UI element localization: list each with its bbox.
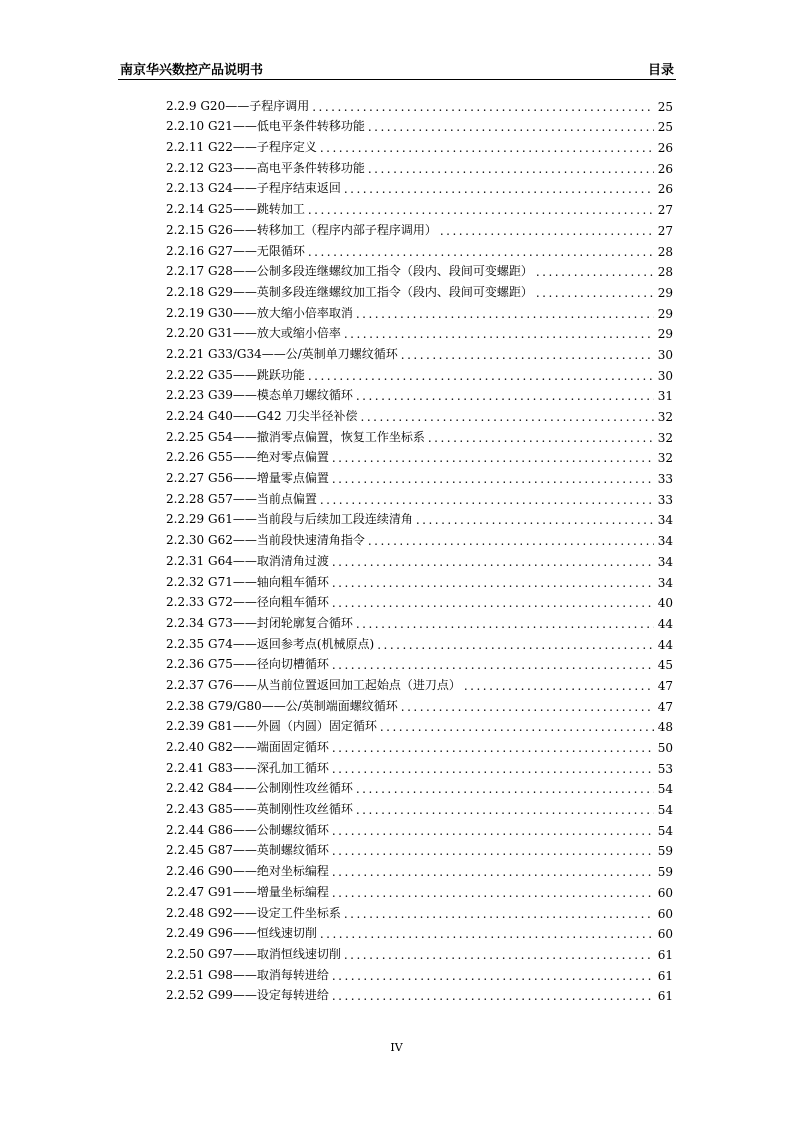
- toc-dot-leader: [356, 803, 654, 817]
- toc-entry[interactable]: [166, 527, 673, 548]
- toc-dot-leader: [428, 431, 654, 445]
- toc-dot-leader: [332, 576, 654, 590]
- toc-entry-page: 45: [657, 658, 673, 673]
- toc-entry-page: 61: [657, 989, 673, 1004]
- toc-entry[interactable]: [166, 921, 673, 942]
- toc-entry-page: 26: [657, 182, 673, 197]
- toc-entry-label: 2.2.41 G83——深孔加工循环: [166, 760, 329, 775]
- toc-dot-leader: [344, 907, 654, 921]
- toc-entry-label: 2.2.34 G73——封闭轮廓复合循环: [166, 615, 353, 630]
- toc-entry-label: 2.2.18 G29——英制多段连继螺纹加工指令（段内、段间可变螺距）: [166, 284, 533, 299]
- toc-dot-leader: [332, 596, 654, 610]
- toc-entry-page: 32: [657, 410, 673, 424]
- toc-entry-page: 53: [657, 761, 673, 776]
- toc-entry[interactable]: [166, 858, 673, 879]
- toc-entry-label: 2.2.19 G30——放大缩小倍率取消: [166, 305, 353, 320]
- toc-entry-page: 60: [657, 927, 673, 942]
- toc-entry[interactable]: [166, 424, 673, 445]
- toc-entry-page: 32: [657, 451, 673, 466]
- toc-entry[interactable]: [166, 507, 673, 528]
- toc-entry-page: 32: [657, 430, 673, 445]
- toc-entry[interactable]: [166, 734, 673, 755]
- toc-entry-label: 2.2.42 G84——公制刚性攻丝循环: [166, 781, 353, 796]
- toc-entry-label: 2.2.28 G57——当前点偏置: [166, 491, 317, 506]
- toc-entry-page: 61: [657, 968, 673, 983]
- toc-entry[interactable]: [166, 279, 673, 300]
- toc-dot-leader: [380, 720, 654, 734]
- toc-entry[interactable]: [166, 196, 673, 217]
- toc-entry-page: 59: [657, 844, 673, 859]
- toc-dot-leader: [368, 162, 654, 176]
- toc-dot-leader: [332, 762, 654, 776]
- toc-entry[interactable]: [166, 465, 673, 486]
- toc-entry[interactable]: [166, 693, 673, 714]
- toc-entry-page: 44: [657, 637, 673, 652]
- toc-entry-label: 2.2.30 G62——当前段快速清角指令: [166, 533, 365, 548]
- toc-entry[interactable]: [166, 155, 673, 176]
- toc-entry-label: 2.2.11 G22——子程序定义: [166, 140, 317, 155]
- toc-dot-leader: [332, 886, 654, 900]
- toc-entry-page: 47: [657, 699, 673, 714]
- toc-entry-page: 29: [657, 285, 673, 300]
- toc-dot-leader: [332, 969, 654, 983]
- toc-entry-label: 2.2.14 G25——跳转加工: [166, 202, 305, 217]
- toc-dot-leader: [416, 513, 654, 527]
- toc-dot-leader: [344, 948, 654, 962]
- toc-entry[interactable]: [166, 321, 673, 342]
- toc-entry-label: 2.2.16 G27——无限循环: [166, 243, 305, 258]
- toc-dot-leader: [401, 348, 654, 362]
- toc-entry-label: 2.2.38 G79/G80——公/英制端面螺纹循环: [166, 698, 398, 713]
- page-header: [118, 58, 676, 80]
- toc-entry-page: 33: [657, 472, 673, 487]
- toc-entry-page: 44: [657, 616, 673, 631]
- toc-dot-leader: [377, 638, 654, 652]
- toc-entry-label: 2.2.25 G54——撤消零点偏置，恢复工作坐标系: [166, 429, 425, 444]
- page-number: IV: [390, 1041, 403, 1054]
- toc-entry[interactable]: [166, 403, 673, 424]
- toc-entry-page: 60: [657, 906, 673, 921]
- toc-dot-leader: [536, 265, 654, 279]
- toc-entry-page: 34: [657, 534, 673, 549]
- toc-entry-label: 2.2.52 G99——设定每转进给: [166, 988, 329, 1003]
- toc-entry-page: 33: [657, 492, 673, 507]
- toc-dot-leader: [320, 493, 654, 507]
- toc-entry-page: 34: [657, 554, 673, 569]
- toc-dot-leader: [312, 100, 654, 114]
- document-title: 南京华兴数控产品说明书: [120, 63, 264, 78]
- toc-entry[interactable]: [166, 341, 673, 362]
- toc-dot-leader: [368, 120, 654, 134]
- toc-entry[interactable]: [166, 838, 673, 859]
- toc-entry-label: 2.2.33 G72——径向粗车循环: [166, 595, 329, 610]
- toc-entry-label: 2.2.43 G85——英制刚性攻丝循环: [166, 802, 353, 817]
- toc-entry-label: 2.2.39 G81——外圆（内圆）固定循环: [166, 719, 377, 734]
- toc-dot-leader: [308, 369, 654, 383]
- toc-entry[interactable]: [166, 548, 673, 569]
- toc-entry[interactable]: [166, 879, 673, 900]
- toc-entry-page: 47: [657, 678, 673, 693]
- toc-dot-leader: [356, 307, 654, 321]
- toc-entry[interactable]: [166, 134, 673, 155]
- toc-entry-label: 2.2.46 G90——绝对坐标编程: [166, 864, 329, 879]
- toc-dot-leader: [332, 989, 654, 1003]
- header-divider: [118, 79, 676, 80]
- toc-dot-leader: [368, 534, 654, 548]
- toc-entry-label: 2.2.13 G24——子程序结束返回: [166, 181, 341, 196]
- toc-dot-leader: [308, 203, 654, 217]
- toc-entry[interactable]: [166, 962, 673, 983]
- toc-entry-page: 30: [657, 368, 673, 383]
- toc-entry[interactable]: [166, 796, 673, 817]
- toc-entry-label: 2.2.10 G21——低电平条件转移功能: [166, 119, 365, 134]
- toc-entry-page: 29: [657, 306, 673, 321]
- toc-entry-page: 25: [657, 99, 673, 114]
- toc-entry-page: 29: [657, 327, 673, 342]
- toc-dot-leader: [320, 141, 654, 155]
- toc-dot-leader: [356, 617, 654, 631]
- toc-entry-page: 27: [657, 223, 673, 238]
- section-title: 目录: [647, 63, 674, 78]
- toc-entry[interactable]: [166, 900, 673, 921]
- toc-entry-page: 54: [657, 823, 673, 838]
- toc-entry-page: 27: [657, 203, 673, 218]
- toc-entry-page: 30: [657, 347, 673, 362]
- toc-entry-label: 2.2.48 G92——设定工件坐标系: [166, 905, 341, 920]
- toc-dot-leader: [332, 844, 654, 858]
- toc-entry[interactable]: [166, 383, 673, 404]
- toc-dot-leader: [356, 782, 654, 796]
- toc-entry-page: 26: [657, 141, 673, 156]
- toc-entry-page: 48: [657, 720, 673, 735]
- toc-entry-label: 2.2.36 G75——径向切槽循环: [166, 657, 329, 672]
- toc-entry[interactable]: [166, 714, 673, 735]
- toc-entry-page: 28: [657, 265, 673, 280]
- toc-entry[interactable]: [166, 217, 673, 238]
- toc-dot-leader: [332, 555, 654, 569]
- toc-entry-label: 2.2.45 G87——英制螺纹循环: [166, 843, 329, 858]
- toc-entry[interactable]: [166, 176, 673, 197]
- toc-entry[interactable]: [166, 486, 673, 507]
- toc-entry[interactable]: [166, 259, 673, 280]
- toc-dot-leader: [332, 472, 654, 486]
- toc-dot-leader: [401, 700, 654, 714]
- toc-dot-leader: [361, 410, 654, 424]
- toc-entry[interactable]: [166, 817, 673, 838]
- toc-dot-leader: [308, 245, 654, 259]
- toc-entry[interactable]: [166, 238, 673, 259]
- toc-entry-label: 2.2.17 G28——公制多段连继螺纹加工指令（段内、段间可变螺距）: [166, 264, 533, 279]
- toc-entry-page: 59: [657, 865, 673, 880]
- toc-entry-page: 31: [657, 389, 673, 404]
- toc-entry-label: 2.2.47 G91——增量坐标编程: [166, 884, 329, 899]
- toc-entry[interactable]: [166, 93, 673, 114]
- toc-entry-page: 25: [657, 120, 673, 135]
- toc-entry[interactable]: [166, 652, 673, 673]
- toc-dot-leader: [344, 327, 654, 341]
- toc-entry-label: 2.2.50 G97——取消恒线速切削: [166, 946, 341, 961]
- toc-entry-label: 2.2.21 G33/G34——公/英制单刀螺纹循环: [166, 346, 398, 361]
- toc-entry-label: 2.2.15 G26——转移加工（程序内部子程序调用）: [166, 222, 437, 237]
- toc-entry-label: 2.2.9 G20——子程序调用: [166, 98, 310, 113]
- toc-dot-leader: [332, 865, 654, 879]
- toc-entry[interactable]: [166, 300, 673, 321]
- toc-entry-label: 2.2.44 G86——公制螺纹循环: [166, 822, 329, 837]
- table-of-contents: [166, 93, 673, 1003]
- toc-entry[interactable]: [166, 610, 673, 631]
- toc-entry[interactable]: [166, 755, 673, 776]
- toc-dot-leader: [332, 451, 654, 465]
- toc-entry-label: 2.2.26 G55——绝对零点偏置: [166, 450, 329, 465]
- toc-entry[interactable]: [166, 114, 673, 135]
- toc-dot-leader: [332, 741, 654, 755]
- toc-entry[interactable]: [166, 590, 673, 611]
- toc-dot-leader: [344, 182, 654, 196]
- toc-entry[interactable]: [166, 445, 673, 466]
- toc-entry[interactable]: [166, 983, 673, 1004]
- toc-entry-page: 34: [657, 575, 673, 590]
- toc-dot-leader: [440, 224, 654, 238]
- toc-entry-label: 2.2.12 G23——高电平条件转移功能: [166, 160, 365, 175]
- toc-entry-page: 34: [657, 513, 673, 528]
- toc-entry-page: 61: [657, 947, 673, 962]
- toc-entry-page: 60: [657, 885, 673, 900]
- toc-entry-page: 40: [657, 596, 673, 611]
- toc-entry-label: 2.2.32 G71——轴向粗车循环: [166, 574, 329, 589]
- toc-entry-page: 26: [657, 161, 673, 176]
- toc-entry[interactable]: [166, 672, 673, 693]
- toc-entry-page: 54: [657, 782, 673, 797]
- toc-dot-leader: [332, 824, 654, 838]
- toc-entry[interactable]: [166, 776, 673, 797]
- toc-entry-label: 2.2.27 G56——增量零点偏置: [166, 471, 329, 486]
- toc-entry-label: 2.2.23 G39——模态单刀螺纹循环: [166, 388, 353, 403]
- toc-dot-leader: [464, 679, 654, 693]
- toc-entry[interactable]: [166, 631, 673, 652]
- toc-entry[interactable]: [166, 569, 673, 590]
- toc-entry-page: 54: [657, 803, 673, 818]
- toc-entry-label: 2.2.29 G61——当前段与后续加工段连续清角: [166, 512, 413, 527]
- toc-entry-label: 2.2.51 G98——取消每转进给: [166, 967, 329, 982]
- toc-entry-label: 2.2.35 G74——返回参考点(机械原点): [166, 636, 375, 651]
- toc-dot-leader: [320, 927, 654, 941]
- toc-entry[interactable]: [166, 362, 673, 383]
- toc-entry-label: 2.2.40 G82——端面固定循环: [166, 740, 329, 754]
- toc-dot-leader: [356, 389, 654, 403]
- toc-entry-label: 2.2.37 G76——从当前位置返回加工起始点（进刀点）: [166, 677, 461, 692]
- toc-entry-page: 28: [657, 244, 673, 259]
- toc-entry[interactable]: [166, 941, 673, 962]
- toc-entry-label: 2.2.49 G96——恒线速切削: [166, 926, 317, 941]
- toc-dot-leader: [536, 286, 654, 300]
- toc-entry-label: 2.2.20 G31——放大或缩小倍率: [166, 326, 341, 341]
- toc-entry-label: 2.2.31 G64——取消清角过渡: [166, 553, 329, 568]
- toc-entry-page: 50: [657, 741, 673, 755]
- toc-entry-label: 2.2.24 G40——G42 刀尖半径补偿: [166, 409, 358, 423]
- toc-entry-label: 2.2.22 G35——跳跃功能: [166, 367, 305, 382]
- toc-dot-leader: [332, 658, 654, 672]
